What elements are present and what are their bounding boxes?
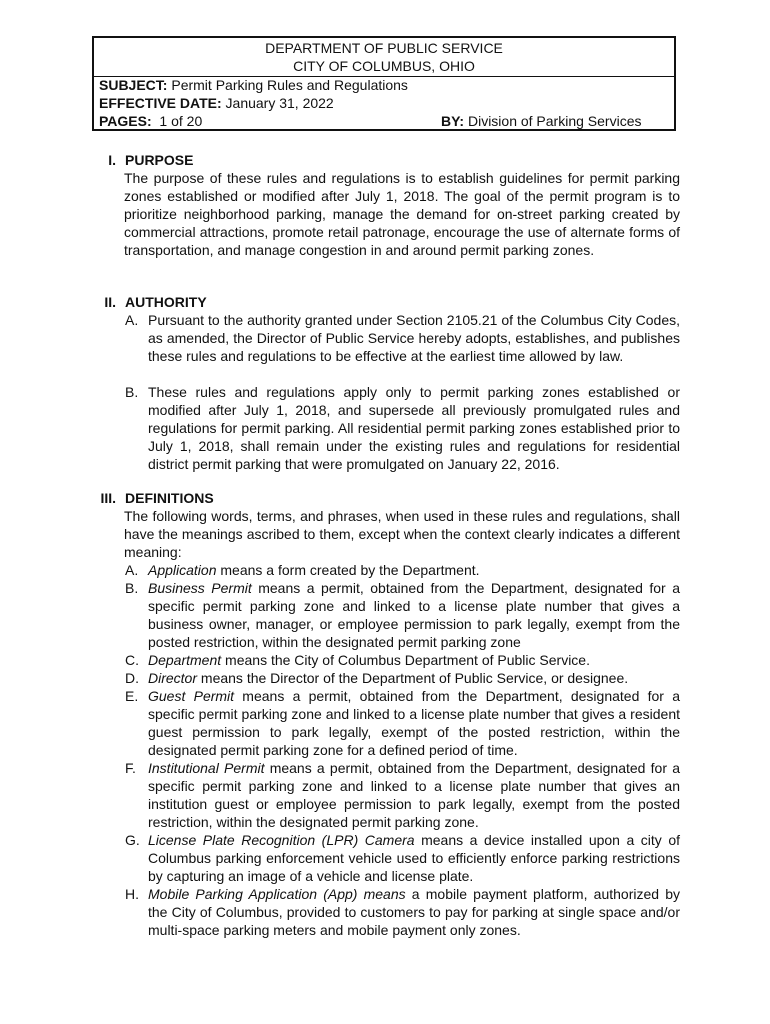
- definition-term: Application: [148, 562, 217, 578]
- department-heading: [94, 38, 674, 77]
- effective-date-value: January 31, 2022: [221, 95, 334, 111]
- department-name: DEPARTMENT OF PUBLIC SERVICE: [265, 40, 503, 56]
- definition-term: License Plate Recognition (LPR) Camera: [148, 832, 415, 848]
- authority-title: AUTHORITY: [125, 294, 207, 310]
- city-name: CITY OF COLUMBUS, OHIO: [293, 58, 475, 74]
- pages-line: [99, 112, 202, 130]
- definition-text: a mobile payment platform, authorized by the City of Columbus, provided to customers to pay for parking at single space and/or multi-space parking meters and mobile payment only zones.: [148, 886, 680, 938]
- effective-date-line: [99, 94, 334, 112]
- definition-term: Business Permit: [148, 580, 252, 596]
- purpose-text: The purpose of these rules and regulations is to establish guidelines for permit parking zones established or modified after July 1, 2018. The goal of the permit program is to prioritize neighborhood parking, manage the demand for on-street parking created by commercial attractions, promote retail patronage, encourage the use of alternate forms of transportation, and manage congestion in and around permit parking zones.: [124, 170, 680, 258]
- definition-item: [125, 669, 680, 687]
- effective-date-label: EFFECTIVE DATE:: [99, 95, 222, 111]
- item-letter: H.: [125, 886, 139, 902]
- pages-label: PAGES:: [99, 113, 152, 129]
- item-letter: B.: [125, 384, 139, 400]
- definitions-number: III.: [100, 490, 116, 506]
- definition-text: means the City of Columbus Department of Public Service.: [221, 652, 590, 668]
- definition-term: Institutional Permit: [148, 760, 265, 776]
- item-letter: F.: [125, 760, 136, 776]
- item-text: Pursuant to the authority granted under Section 2105.21 of the Columbus City Codes, as amended, the Director of Public Service hereby adopts, establishes, and publishes these rules and regulations to be effective at the earliest time allowed by law.: [148, 312, 680, 364]
- authority-item: [125, 311, 680, 365]
- definition-term: Guest Permit: [148, 688, 235, 704]
- item-letter: A.: [125, 562, 139, 578]
- definition-item: [125, 579, 680, 651]
- item-letter: C.: [125, 652, 139, 668]
- definition-item: [125, 885, 680, 939]
- authority-item: [125, 383, 680, 473]
- item-text: These rules and regulations apply only to permit parking zones established or modified after July 1, 2018, and supersede all previously promulgated rules and regulations for permit parking. All residential permit parking zones established prior to July 1, 2018, shall remain under the existing rules and regulations for residential district permit parking that were promulgated on January 22, 2016.: [148, 384, 680, 472]
- header-box: [92, 36, 676, 131]
- subject-line: [99, 76, 408, 94]
- item-letter: D.: [125, 670, 139, 686]
- definitions-intro: The following words, terms, and phrases, when used in these rules and regulations, shall have the meanings ascribed to them, except when the context clearly indicates a different meaning:: [124, 508, 680, 560]
- subject-label: SUBJECT:: [99, 77, 168, 93]
- definition-text: means the Director of the Department of Public Service, or designee.: [197, 670, 629, 686]
- by-value: Division of Parking Services: [464, 113, 642, 129]
- purpose-number: I.: [108, 152, 116, 168]
- by-label: BY:: [441, 113, 465, 129]
- by-line: [441, 112, 641, 130]
- item-letter: A.: [125, 312, 139, 328]
- definition-item: [125, 759, 680, 831]
- definition-item: [125, 831, 680, 885]
- definition-item: [125, 687, 680, 759]
- definition-term: Director: [148, 670, 198, 686]
- subject-value: Permit Parking Rules and Regulations: [167, 77, 408, 93]
- item-letter: E.: [125, 688, 139, 704]
- definition-text: means a permit, obtained from the Department, designated for a specific permit parking zone and linked to a license plate number that gives a resident guest permission to park legally, exempt of the posted restriction, within the designated permit parking zone for a defined period of time.: [148, 688, 680, 758]
- definition-text: means a permit, obtained from the Department, designated for a specific permit parking zone and linked to a license plate number that gives an institution guest or employee permission to park legally, exempt from the posted restriction, within the designated permit parking zone.: [148, 760, 680, 830]
- definition-item: [125, 651, 680, 669]
- authority-number: II.: [104, 294, 116, 310]
- definition-term: Mobile Parking Application (App) means: [148, 886, 406, 902]
- definition-text: means a permit, obtained from the Department, designated for a specific permit parking zone and linked to a license plate number that gives a business owner, manager, or employee permission to park legally, exempt from the posted restriction, within the designated permit parking zone: [148, 580, 680, 650]
- item-letter: G.: [125, 832, 140, 848]
- definitions-title: DEFINITIONS: [125, 490, 214, 506]
- item-letter: B.: [125, 580, 139, 596]
- definition-text: means a form created by the Department.: [216, 562, 480, 578]
- purpose-title: PURPOSE: [125, 152, 194, 168]
- definition-term: Department: [148, 652, 222, 668]
- pages-value: 1 of 20: [151, 113, 203, 129]
- definition-text: means a device installed upon a city of Columbus parking enforcement vehicle used to efficiently enforce parking restrictions by capturing an image of a vehicle and license plate.: [148, 832, 680, 884]
- definition-item: [125, 561, 680, 579]
